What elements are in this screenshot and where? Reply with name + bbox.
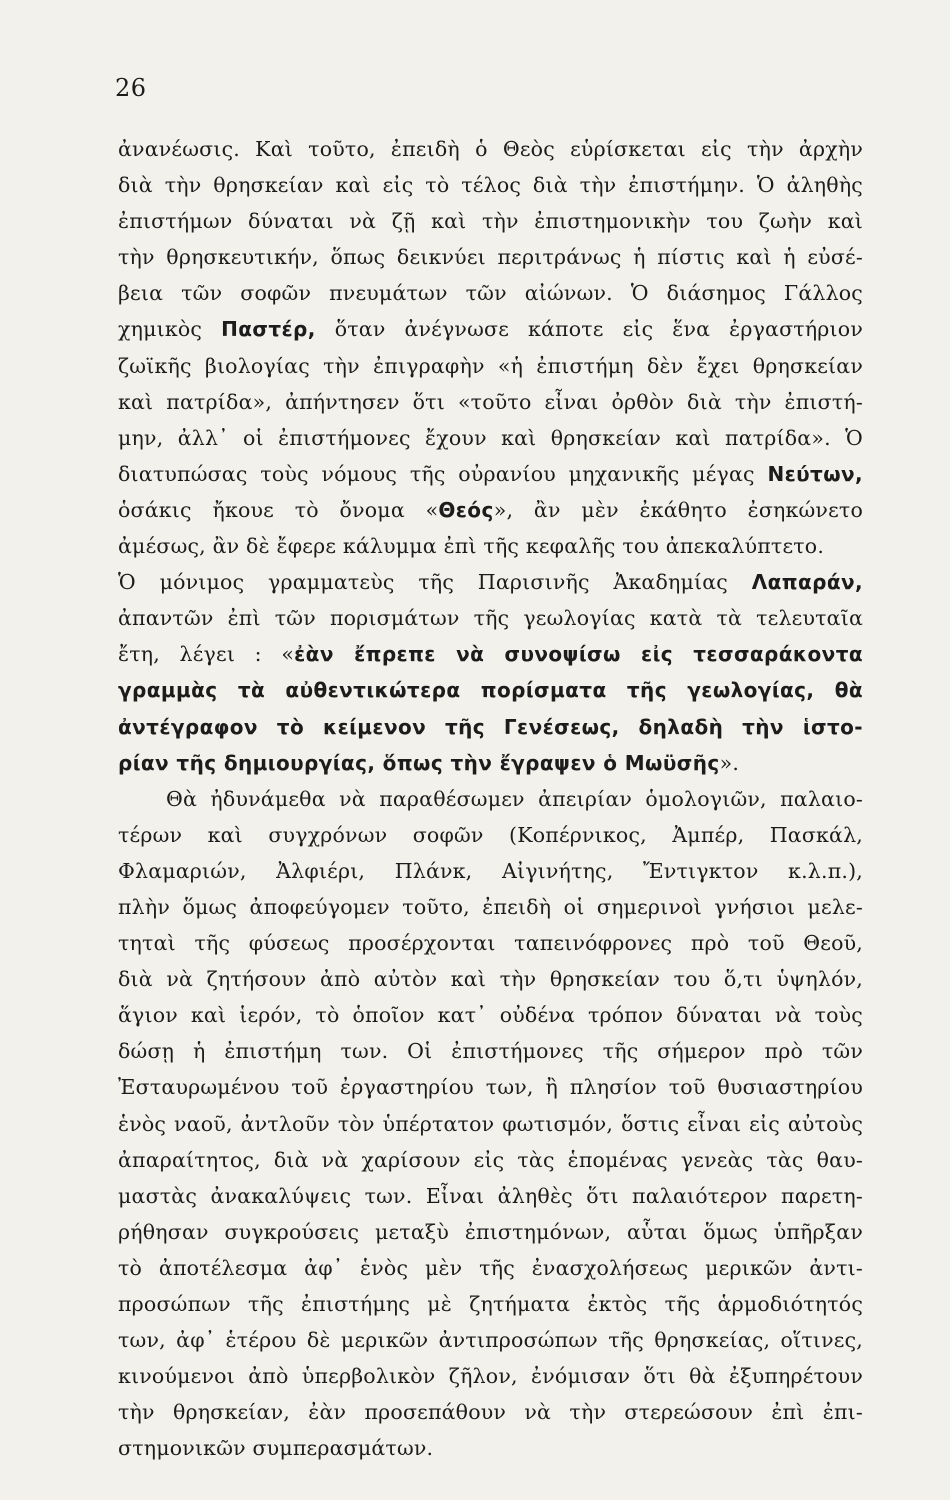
text-run: χημικὸς: [118, 317, 222, 342]
text-run: τὴν θρησκείαν, ἐὰν προσεπάθουν νὰ τὴν στερεώσουν ἐπὶ ἐπι-: [118, 1400, 863, 1425]
bold-text: Θεός: [438, 497, 494, 522]
text-line: [118, 961, 863, 997]
text-run: ζωϊκῆς βιολογίας τὴν ἐπιγραφὴν «ἡ ἐπιστήμη δὲν ἔχει θρησκείαν: [118, 353, 863, 378]
text-run: προσώπων τῆς ἐπιστήμης μὲ ζητήματα ἐκτὸς τῆς ἁρμοδιότητός: [118, 1292, 863, 1316]
bold-text: ἀντέγραφον τὸ κείμενον τῆς Γενέσεως, δηλαδὴ τὴν ἱστο-: [118, 714, 863, 739]
text-line: [118, 275, 863, 311]
text-run: καὶ πατρίδα», ἀπήντησεν ὅτι «τοῦτο εἶναι ὀρθὸν διὰ τὴν ἐπιστή-: [118, 389, 863, 414]
text-run: δώσῃ ἡ ἐπιστήμη των. Οἱ ἐπιστήμονες τῆς σήμερον πρὸ τῶν: [118, 1039, 863, 1064]
page-number: 26: [115, 74, 147, 102]
text-line: [118, 1069, 863, 1105]
bold-text: Λαπαράν,: [751, 570, 863, 595]
text-run: Φλαμαριών, Ἀλφιέρι, Πλάνκ, Αἰγινήτης, Ἔντιγκτον κ.λ.π.),: [118, 858, 863, 883]
text-line: [118, 1394, 863, 1430]
text-run: μαστὰς ἀνακαλύψεις των. Εἶναι ἀληθὲς ὅτι παλαιότερον παρετη-: [118, 1183, 863, 1208]
text-run: ρήθησαν συγκρούσεις μεταξὺ ἐπιστημόνων, αὗται ὅμως ὑπῆρξαν: [118, 1219, 863, 1244]
text-run: ἅγιον καὶ ἱερόν, τὸ ὁποῖον κατ᾽ οὐδένα τρόπον δύναται νὰ τοὺς: [118, 1003, 863, 1028]
text-run: ἔτη, λέγει : «: [118, 642, 295, 667]
text-run: πλὴν ὅμως ἀποφεύγομεν τοῦτο, ἐπειδὴ οἱ σημερινοὶ γνήσιοι μελε-: [118, 894, 863, 919]
text-line: [118, 636, 863, 672]
text-line: [118, 997, 863, 1033]
text-line: [118, 420, 863, 456]
text-line: [118, 889, 863, 925]
text-run: διὰ νὰ ζητήσουν ἀπὸ αὐτὸν καὶ τὴν θρησκείαν του ὅ,τι ὑψηλόν,: [118, 967, 863, 992]
text-line: [118, 1178, 863, 1214]
text-line: [118, 311, 863, 347]
text-line: [118, 492, 863, 528]
text-run: ὅταν ἀνέγνωσε κάποτε εἰς ἕνα ἐργαστήριον: [315, 317, 863, 342]
text-run: ».: [719, 750, 740, 775]
text-line: [118, 1250, 863, 1286]
bold-text: ρίαν τῆς δημιουργίας, ὅπως τὴν ἔγραψεν ὁ Μωϋσῆς: [118, 750, 720, 775]
text-run: », ἂν μὲν ἐκάθητο ἐσηκώνετο: [493, 497, 863, 522]
bold-text: ἐὰν ἔπρεπε νὰ συνοψίσω εἰς τεσσαράκοντα: [294, 642, 863, 667]
text-line: [118, 384, 863, 420]
text-line: [118, 600, 863, 636]
bold-text: Παστέρ,: [221, 317, 316, 342]
text-line: [118, 203, 863, 239]
text-run: διὰ τὴν θρησκείαν καὶ εἰς τὸ τέλος διὰ τὴν ἐπιστήμην. Ὁ ἀληθὴς: [118, 173, 863, 198]
text-line: [118, 925, 863, 961]
text-run: Ὁ μόνιμος γραμματεὺς τῆς Παρισινῆς Ἀκαδημίας: [118, 570, 752, 595]
text-line: [118, 1214, 863, 1250]
text-run: των, ἀφ᾽ ἑτέρου δὲ μερικῶν ἀντιπροσώπων τῆς θρησκείας, οἵτινες,: [118, 1328, 863, 1353]
text-line: [118, 1358, 863, 1394]
text-run: τὸ ἀποτέλεσμα ἀφ᾽ ἑνὸς μὲν τῆς ἐνασχολήσεως μερικῶν ἀντι-: [118, 1255, 863, 1280]
text-line: [118, 817, 863, 853]
text-run: Ἐσταυρωμένου τοῦ ἐργαστηρίου των, ἢ πλησίον τοῦ θυσιαστηρίου: [118, 1075, 863, 1100]
text-run: Θὰ ἠδυνάμεθα νὰ παραθέσωμεν ἀπειρίαν ὁμολογιῶν, παλαιο-: [166, 786, 863, 811]
text-line: [118, 239, 863, 275]
text-line: [118, 348, 863, 384]
text-line: [118, 1142, 863, 1178]
bold-text: Νεύτων,: [767, 461, 863, 486]
text-run: κινούμενοι ἀπὸ ὑπερβολικὸν ζῆλον, ἐνόμισαν ὅτι θὰ ἐξυπηρέτουν: [118, 1364, 863, 1389]
text-run: ἀνανέωσις. Καὶ τοῦτο, ἐπειδὴ ὁ Θεὸς εὑρίσκεται εἰς τὴν ἀρχὴν: [118, 137, 863, 161]
text-run: ἀπαραίτητος, διὰ νὰ χαρίσουν εἰς τὰς ἑπομένας γενεὰς τὰς θαυ-: [118, 1147, 863, 1172]
text-line: [118, 853, 863, 889]
text-run: τέρων καὶ συγχρόνων σοφῶν (Κοπέρνικος, Ἀμπέρ, Πασκάλ,: [118, 822, 863, 847]
body-text: [118, 131, 863, 1466]
text-line: [118, 1322, 863, 1358]
text-line: [118, 131, 863, 167]
text-line: [118, 456, 863, 492]
text-run: διατυπώσας τοὺς νόμους τῆς οὐρανίου μηχανικῆς μέγας: [118, 461, 768, 486]
text-run: στημονικῶν συμπερασμάτων.: [118, 1436, 434, 1461]
text-line: [118, 1033, 863, 1069]
text-line: [118, 1286, 863, 1322]
bold-text: γραμμὰς τὰ αὐθεντικώτερα πορίσματα τῆς γεωλογίας, θὰ: [118, 678, 863, 703]
text-run: τηταὶ τῆς φύσεως προσέρχονται ταπεινόφρονες πρὸ τοῦ Θεοῦ,: [118, 931, 863, 956]
text-line: [118, 709, 863, 745]
text-line: [118, 672, 863, 708]
text-line: [118, 528, 863, 564]
text-run: ἐπιστήμων δύναται νὰ ζῇ καὶ τὴν ἐπιστημονικὴν του ζωὴν καὶ: [118, 209, 863, 234]
text-run: ἀμέσως, ἂν δὲ ἔφερε κάλυμμα ἐπὶ τῆς κεφαλῆς του ἀπεκαλύπτετο.: [118, 534, 825, 559]
text-line: [118, 564, 863, 600]
text-line: [118, 781, 863, 817]
text-line: [118, 167, 863, 203]
text-run: βεια τῶν σοφῶν πνευμάτων τῶν αἰώνων. Ὁ διάσημος Γάλλος: [118, 281, 863, 306]
text-line: [118, 1106, 863, 1142]
text-run: τὴν θρησκευτικήν, ὅπως δεικνύει περιτράνως ἡ πίστις καὶ ἡ εὐσέ-: [118, 245, 863, 270]
text-run: ὁσάκις ἤκουε τὸ ὄνομα «: [118, 497, 439, 522]
text-line: [118, 1430, 863, 1466]
text-run: ἑνὸς ναοῦ, ἀντλοῦν τὸν ὑπέρτατον φωτισμόν, ὅστις εἶναι εἰς αὐτοὺς: [118, 1111, 863, 1136]
text-run: ἀπαντῶν ἐπὶ τῶν πορισμάτων τῆς γεωλογίας κατὰ τὰ τελευταῖα: [118, 606, 863, 631]
text-line: [118, 745, 863, 781]
text-run: μην, ἀλλ᾽ οἱ ἐπιστήμονες ἔχουν καὶ θρησκείαν καὶ πατρίδα». Ὁ: [118, 425, 863, 450]
